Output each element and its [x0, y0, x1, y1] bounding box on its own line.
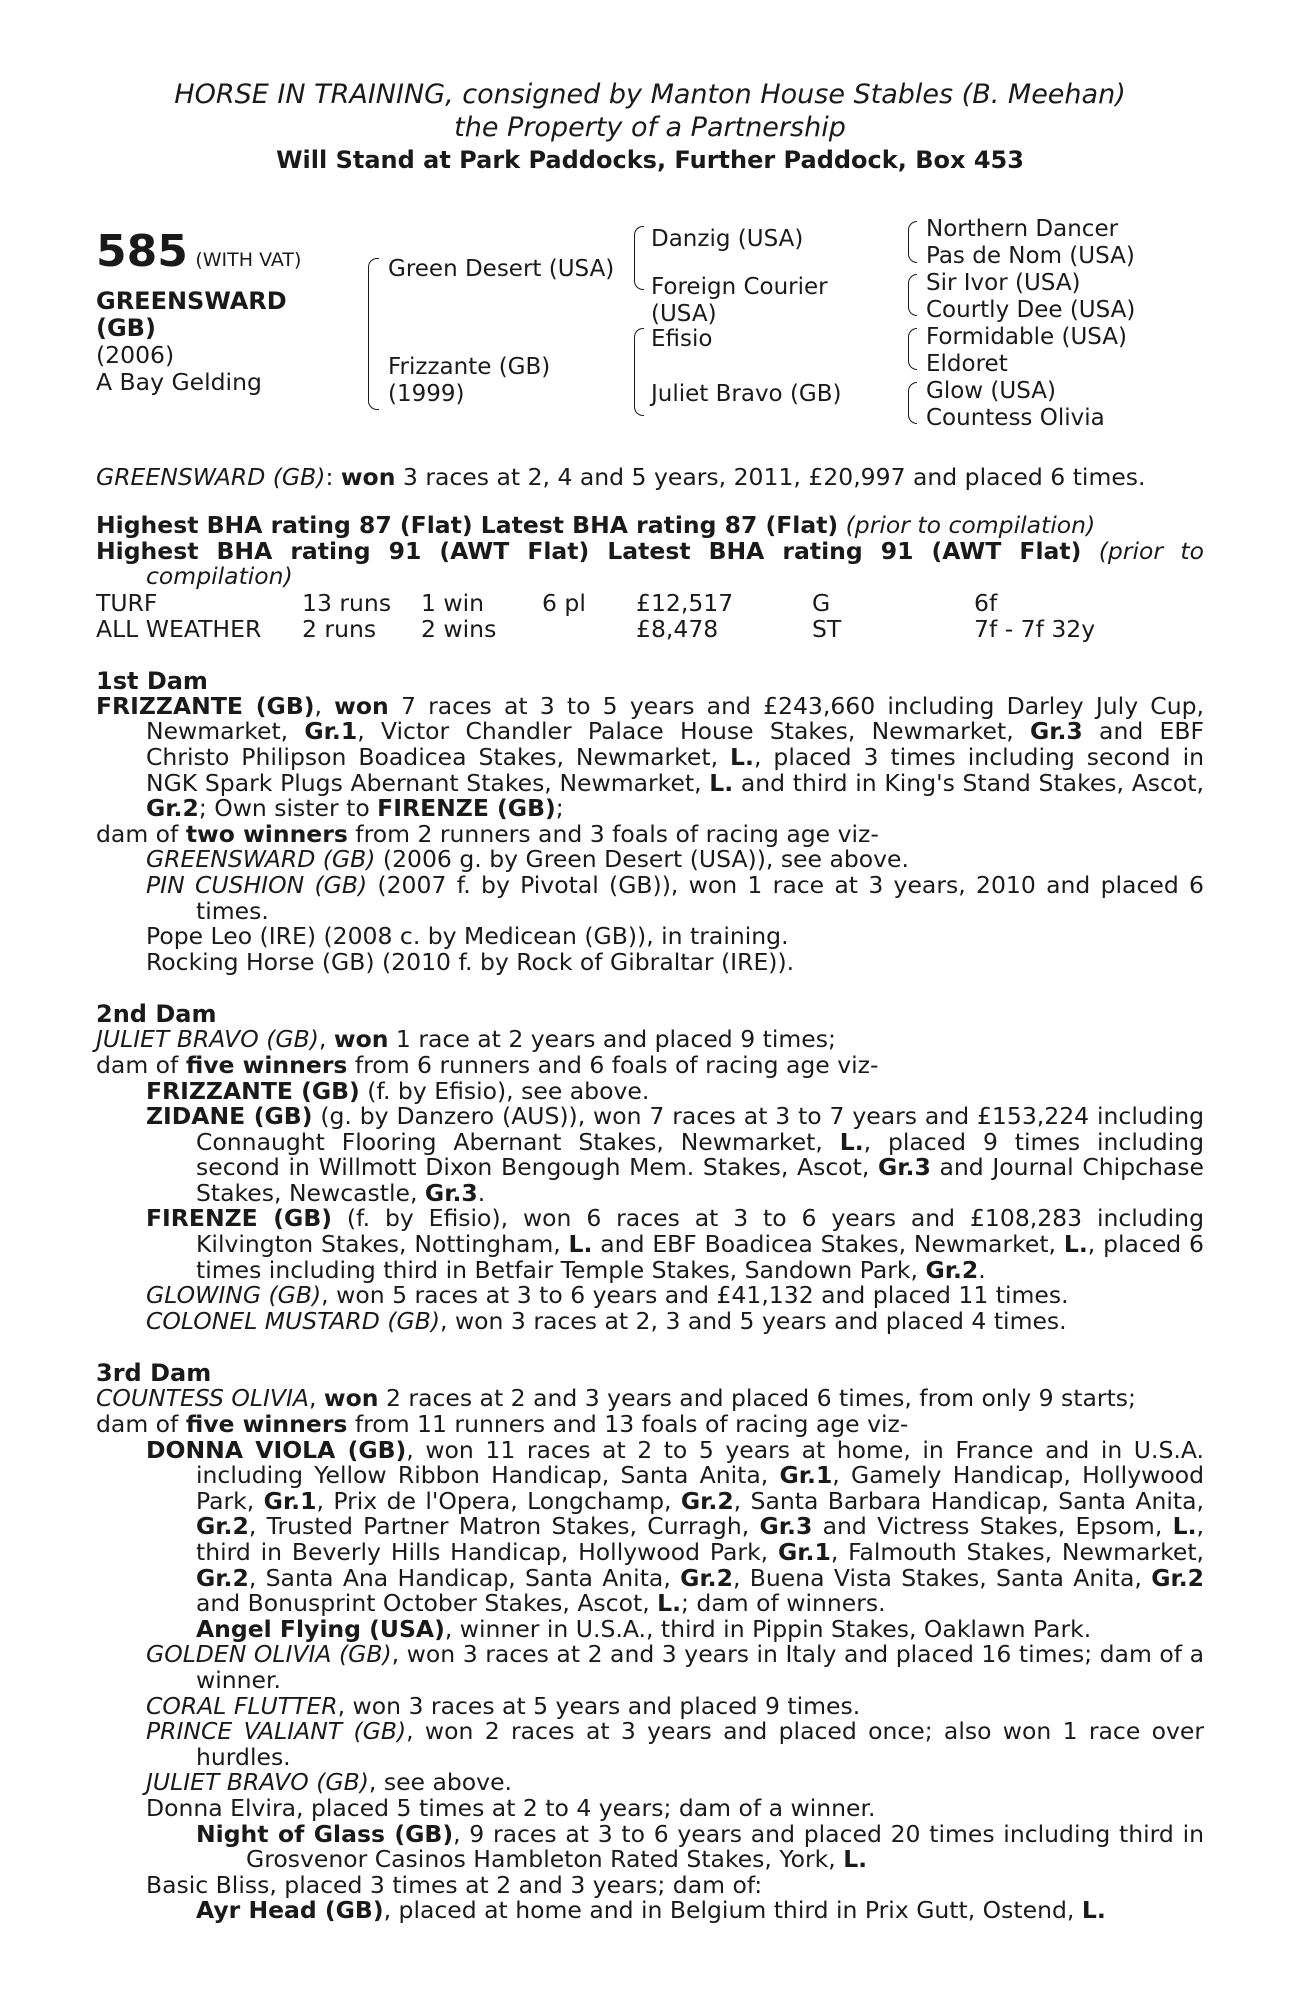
rating-awt-note: (prior to [1081, 536, 1204, 565]
produce-entry [96, 1770, 1204, 1796]
entry-text: , won 3 races at 2 and 3 years in Italy and placed 16 times; dam of a winner. [196, 1640, 1204, 1694]
horse-name: PIN CUSHION (GB) [146, 870, 368, 899]
listed-label: L. [709, 768, 734, 797]
record-going: G [812, 588, 831, 617]
produce-intro [96, 1050, 1204, 1079]
horse-name: COLONEL MUSTARD (GB) [146, 1306, 440, 1335]
entry-text: (2006 g. by Green Desert (USA)), see above. [375, 845, 909, 874]
entry-text: dam of [96, 1050, 186, 1079]
section-heading: 2nd Dam [96, 1000, 217, 1029]
pedigree-dam-year: (1999) [388, 381, 465, 407]
entry-text: (f. by Efisio), see above. [359, 1076, 650, 1105]
record-surface: ALL WEATHER [96, 614, 262, 643]
entry-text: , winner in U.S.A., third in Pippin Stakes, Oaklawn Park. [444, 1614, 1092, 1643]
produce-intro [96, 1412, 1204, 1438]
entry-text: and EBF Boadicea Stakes, Newmarket, [592, 1230, 1064, 1259]
horse-name: GOLDEN OLIVIA (GB) [146, 1640, 392, 1669]
record-going: ST [812, 614, 842, 643]
produce-entry [96, 1691, 1204, 1720]
entry-text: from 2 runners and 3 foals of racing age viz- [347, 819, 879, 848]
horse-name: DONNA VIOLA (GB) [146, 1435, 407, 1464]
entry-text: , placed 9 times including second in Willmott Dixon Bengough Mem. Stakes, Ascot, [196, 1127, 1204, 1182]
foaling-year: (2006) [96, 341, 175, 369]
entry-text: , won 5 races at 3 to 6 years and £41,132 and placed 11 times. [321, 1281, 1069, 1310]
grade-label: Gr.1 [304, 717, 358, 746]
won-label: won [323, 1384, 379, 1413]
entry-text: , Victor Chandler Palace House Stakes, Newmarket, [357, 717, 1030, 746]
entry-text: , third in Beverly Hills Handicap, Hollywood Park, [196, 1512, 1204, 1566]
record-distance: 7f - 7f 32y [974, 614, 1096, 643]
rating-flat-text: Highest BHA rating 87 (Flat) Latest BHA rating 87 (Flat) [96, 511, 839, 539]
rating-flat [96, 513, 1204, 539]
pedigree-dam-dam: Juliet Bravo (GB) [651, 381, 842, 407]
entry-text: , won 3 races at 2, 3 and 5 years and placed 4 times. [440, 1306, 1067, 1335]
entry-text: , won 3 races at 5 years and placed 9 times. [337, 1691, 861, 1720]
pedigree-brace [368, 258, 379, 410]
entry-text: , placed 6 times including third in Betfair Temple Stakes, Sandown Park, [196, 1230, 1204, 1284]
produce-entry [96, 847, 1204, 873]
race-record-table [96, 590, 1095, 642]
horse-name [96, 288, 326, 342]
produce-entry [96, 870, 1204, 925]
section-heading: 3rd Dam [96, 1359, 212, 1388]
produce-entry [96, 1283, 1204, 1309]
pedigree-ssd: Pas de Nom (USA) [926, 243, 1135, 269]
grade-label: Gr.2 [925, 1255, 979, 1284]
entry-text: and Victress Stakes, Epsom, [812, 1512, 1173, 1541]
entry-text: , [308, 1384, 324, 1413]
grade-label: Gr.1 [779, 1461, 833, 1490]
rating-awt-text: Highest BHA rating 91 (AWT Flat) Latest BHA rating 91 (AWT Flat) [96, 536, 1082, 565]
entry-text: , 9 races at 3 to 6 years and placed 20 times including third in Grosvenor Casinos Hambleton Rated Stakes, York, [246, 1819, 1204, 1874]
rating-awt [96, 536, 1204, 591]
record-distance: 6f [974, 588, 998, 617]
winners-count: five winners [185, 1050, 348, 1079]
horse-name-line1: GREENSWARD [96, 287, 287, 315]
produce-entry [96, 1076, 1204, 1105]
produce-entry [96, 1206, 1204, 1283]
grade-label: Gr.3 [424, 1178, 478, 1207]
dam-entry [96, 1027, 1204, 1053]
entry-text: and Bonusprint October Stakes, Ascot, [196, 1589, 658, 1618]
produce-entry [96, 1614, 1204, 1643]
winners-count: two winners [185, 819, 348, 848]
rating-awt-note-cont: compilation) [146, 562, 293, 591]
record-prize: £12,517 [636, 588, 734, 617]
pedigree-sire-dam [651, 274, 828, 328]
entry-text: (g. by Danzero (AUS)), won 7 races at 3 to 7 years and £153,224 including Connaught Flooring Abernant Stakes, Newmarket, [196, 1102, 1205, 1156]
horse-name: Night of Glass (GB) [196, 1819, 454, 1848]
entry-text: 1 race at 2 years and placed 9 times; [388, 1025, 836, 1054]
produce-entry: Rocking Horse (GB) (2010 f. by Rock of Gibraltar (IRE)). [146, 947, 795, 976]
pedigree-sss: Northern Dancer [926, 216, 1119, 242]
horse-name: JULIET BRAVO (GB) [96, 1025, 319, 1054]
property-line: the Property of a Partnership [454, 112, 846, 143]
winners-count: five winners [185, 1410, 348, 1439]
section-heading: 1st Dam [96, 666, 208, 695]
horse-name: COUNTESS OLIVIA [96, 1384, 309, 1413]
entry-text: , won 2 races at 3 years and placed once; also won 1 race over hurdles. [196, 1717, 1204, 1771]
entry-text: 2 races at 2 and 3 years and placed 6 times, from only 9 starts; [378, 1384, 1136, 1413]
race-summary [96, 464, 1204, 491]
rating-flat-note: (prior to compilation) [838, 511, 1096, 539]
table-row [96, 590, 1095, 616]
record-placed [542, 616, 636, 642]
dam-entry [96, 1386, 1204, 1412]
record-prize: £8,478 [636, 614, 719, 643]
entry-text: , Gamely Handicap, Hollywood Park, [196, 1461, 1204, 1515]
entry-text: . [978, 1255, 986, 1284]
grade-label: Gr.3 [759, 1512, 813, 1541]
produce-entry: Pope Leo (IRE) (2008 c. by Medicean (GB)), in training. [146, 922, 789, 951]
entry-text: . [477, 1178, 486, 1207]
pedigree-sire-sire: Danzig (USA) [651, 226, 804, 252]
listed-label: L. [839, 1127, 864, 1156]
pedigree-dss: Formidable (USA) [926, 324, 1128, 350]
entry-text: (f. by Efisio), won 6 races at 3 to 6 years and £108,283 including Kilvington Stakes, Nottingham, [196, 1204, 1204, 1259]
entry-text: , placed 3 times including second in NGK Spark Plugs Abernant Stakes, Newmarket, [146, 742, 1204, 797]
horse-name: JULIET BRAVO (GB) [146, 1768, 369, 1797]
pedigree-dds: Glow (USA) [926, 378, 1056, 404]
horse-name: FRIZZANTE (GB) [146, 1076, 360, 1105]
grade-label: Gr.1 [778, 1538, 831, 1566]
horse-name: GLOWING (GB) [146, 1281, 322, 1310]
listed-label: L. [1081, 1896, 1106, 1925]
pedigree-ddd: Countess Olivia [926, 405, 1105, 431]
pedigree-sire: Green Desert (USA) [388, 256, 615, 282]
record-placed: 6 pl [542, 588, 586, 617]
listed-label: L. [1172, 1512, 1197, 1541]
record-runs: 13 runs [302, 588, 392, 617]
horse-name: Ayr Head (GB) [196, 1896, 384, 1925]
third-dam-section [96, 1360, 1204, 1923]
pedigree-sire-dam-name: Foreign Courier [651, 274, 828, 300]
entry-text: ; Own sister to [198, 794, 378, 823]
pedigree-dsd: Eldoret [926, 351, 1008, 377]
entry-text: ; dam of winners. [681, 1589, 886, 1618]
produce-entry [96, 1306, 1204, 1335]
pedigree-brace [908, 221, 917, 263]
pedigree-brace [634, 328, 644, 416]
grade-label: Gr.2 [196, 1563, 249, 1592]
pedigree-brace [634, 226, 644, 290]
produce-entry [96, 1104, 1204, 1206]
produce-entry [96, 1819, 1204, 1874]
horse-name: FIRENZE (GB) [146, 1204, 332, 1233]
entry-text: and Journal Chipchase Stakes, Newcastle, [196, 1153, 1204, 1207]
pedigree-sds: Sir Ivor (USA) [926, 270, 1081, 296]
consignor-line: HORSE IN TRAINING, consigned by Manton House Stables (B. Meehan) [174, 79, 1126, 110]
produce-entry: Donna Elvira, placed 5 times at 2 to 4 years; dam of a winner. [146, 1793, 876, 1822]
grade-label: Gr.2 [1151, 1563, 1204, 1592]
record-wins: 2 wins [421, 614, 497, 643]
entry-text: , won 11 races at 2 to 5 years at home, in France and in U.S.A. including Yellow Ribbon Handicap, Santa Anita, [196, 1435, 1204, 1490]
pedigree-dam-name: Frizzante (GB) [388, 354, 551, 380]
grade-label: Gr.2 [196, 1512, 249, 1541]
summary-text: 3 races at 2, 4 and 5 years, 2011, £20,997 and placed 6 times. [395, 463, 1146, 491]
entry-text: (2007 f. by Pivotal (GB)), won 1 race at 3 years, 2010 and placed 6 times. [196, 870, 1204, 925]
pedigree-dam [388, 354, 550, 408]
pedigree-sire-dam-country: (USA) [651, 301, 717, 327]
entry-text: from 6 runners and 6 foals of racing age viz- [347, 1050, 879, 1079]
grade-label: Gr.2 [680, 1486, 734, 1515]
entry-text: and EBF Christo Philipson Boadicea Stakes, Newmarket, [146, 717, 1204, 771]
grade-label: Gr.2 [146, 794, 199, 823]
pedigree-dam-sire: Efisio [651, 326, 713, 352]
entry-text: , Prix de l'Opera, Longchamp, [316, 1486, 681, 1515]
entry-text: , [318, 1025, 334, 1054]
produce-entry [96, 1435, 1205, 1618]
produce-entry: Basic Bliss, placed 3 times at 2 and 3 years; dam of: [146, 1870, 763, 1899]
produce-entry [96, 1898, 1204, 1924]
entry-text: dam of [96, 1410, 186, 1439]
pedigree-block [96, 216, 1204, 446]
listed-label: L. [730, 742, 754, 771]
entry-text: , Santa Barbara Handicap, Santa Anita, [733, 1486, 1204, 1515]
horse-name-line2: (GB) [96, 314, 156, 342]
entry-text: dam of [96, 819, 186, 848]
ratings-block [96, 513, 1204, 642]
horse-name: Angel Flying (USA) [196, 1614, 445, 1643]
horse-name: PRINCE VALIANT (GB) [146, 1717, 407, 1746]
horse-name: FIRENZE (GB) [377, 794, 556, 823]
entry-text: , placed at home and in Belgium third in Prix Gutt, Ostend, [383, 1896, 1082, 1925]
vat-note: (WITH VAT) [195, 249, 302, 271]
won-label: won [333, 1025, 389, 1054]
entry-text: 7 races at 3 to 5 years and £243,660 including Darley July Cup, Newmarket, [146, 691, 1204, 746]
grade-label: Gr.2 [680, 1563, 733, 1592]
summary-won: won [340, 463, 396, 491]
pedigree-brace [908, 274, 917, 316]
summary-horse: GREENSWARD (GB) [96, 463, 326, 491]
grade-label: Gr.1 [263, 1486, 317, 1515]
record-wins: 1 win [421, 588, 485, 617]
listed-label: L. [843, 1845, 868, 1874]
produce-entry [96, 1719, 1204, 1770]
second-dam-section [96, 1001, 1204, 1334]
horse-name: ZIDANE (GB) [146, 1102, 313, 1131]
listed-label: L. [657, 1589, 682, 1618]
horse-name: GREENSWARD (GB) [146, 845, 376, 874]
entry-text: , Falmouth Stakes, Newmarket, [830, 1538, 1205, 1566]
entry-text: , Buena Vista Stakes, Santa Anita, [732, 1563, 1152, 1592]
produce-entry [96, 1642, 1204, 1693]
pedigree-sdd: Courtly Dee (USA) [926, 297, 1136, 323]
lot-heading [96, 226, 301, 277]
entry-text: from 11 runners and 13 foals of racing age viz- [347, 1410, 909, 1439]
horse-name: CORAL FLUTTER [146, 1691, 338, 1720]
location-line: Will Stand at Park Paddocks, Further Paddock, Box 453 [276, 146, 1024, 174]
entry-text: , Trusted Partner Matron Stakes, Curragh, [248, 1512, 760, 1541]
summary-colon: : [325, 463, 334, 491]
table-row [96, 616, 1095, 642]
horse-description: A Bay Gelding [96, 368, 262, 396]
pedigree-brace [908, 382, 917, 424]
entry-text: , Santa Ana Handicap, Santa Anita, [248, 1563, 681, 1592]
record-surface: TURF [96, 588, 158, 617]
produce-intro [96, 819, 1204, 848]
pedigree-brace [908, 328, 917, 370]
record-runs: 2 runs [302, 614, 377, 643]
entry-text: ; [555, 794, 564, 823]
lot-number: 585 [96, 226, 188, 277]
catalogue-page [96, 78, 1204, 1924]
entry-text: and third in King's Stand Stakes, Ascot, [733, 768, 1204, 797]
listed-label: L. [568, 1230, 593, 1259]
won-label: won [334, 691, 389, 720]
first-dam-section [96, 668, 1204, 976]
dam-entry: FRIZZANTE (GB), won 7 races at 3 to 5 years and £243,660 including Darley July Cup, Newmarket, Gr.1, Victor Chandler Palace House Stakes, Newmarket, Gr.3 and EBF Christo Philipson Boadicea Stakes, Newmarket, L., placed 3 times including second in NGK Spark Plugs Abernant Stakes, Newmarket, L. and third in King's Stand Stakes, Ascot, Gr.2; Own sister to FIRENZE (GB); [96, 691, 1204, 823]
grade-label: Gr.3 [878, 1153, 931, 1182]
entry-text: , see above. [368, 1768, 513, 1797]
grade-label: Gr.3 [1029, 717, 1083, 746]
horse-name: FRIZZANTE (GB) [96, 691, 315, 720]
listed-label: L. [1063, 1230, 1088, 1259]
